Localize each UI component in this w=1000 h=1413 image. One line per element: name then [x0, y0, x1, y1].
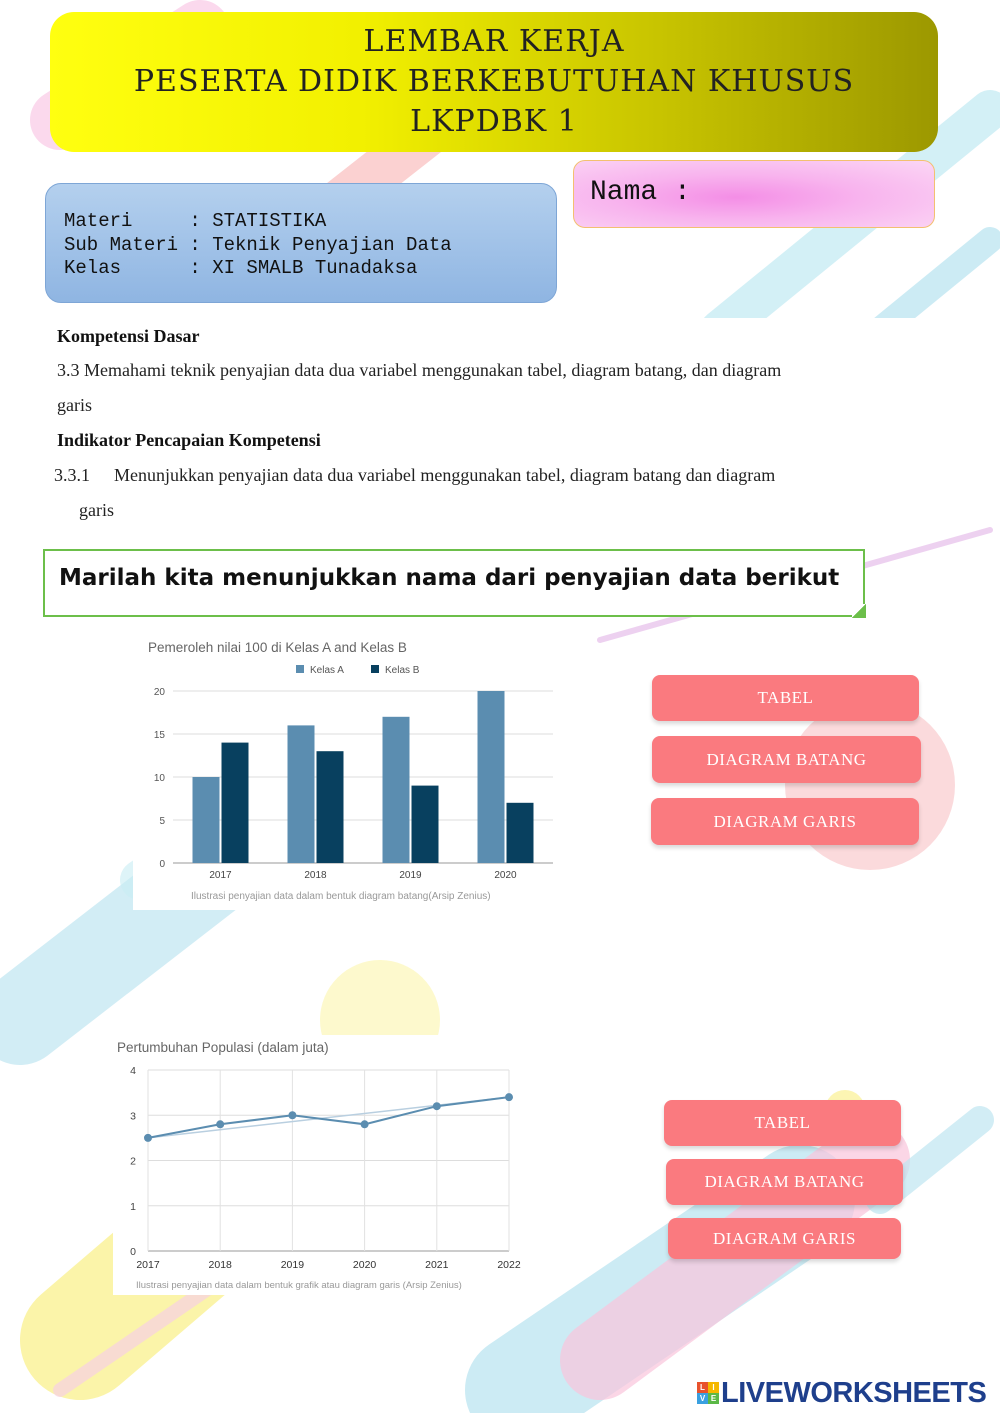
- bar-2018-kelas-b: [317, 751, 344, 863]
- name-label: Nama :: [590, 177, 691, 208]
- bar-2018-kelas-a: [288, 725, 315, 863]
- indikator-text-line-2: garis: [79, 500, 114, 520]
- x-tick-label: 2018: [304, 870, 327, 881]
- line-chart: [113, 1035, 530, 1295]
- competency-panel: [42, 318, 938, 530]
- bar-2017-kelas-b: [222, 743, 249, 863]
- indikator-text-line-1: Menunjukkan penyajian data dua variabel menggunakan tabel, diagram batang dan diagram: [114, 465, 776, 485]
- bar-2019-kelas-a: [383, 717, 410, 863]
- lesson-info-box: [45, 183, 557, 303]
- option-diagram-garis-2[interactable]: DIAGRAM GARIS: [668, 1218, 901, 1259]
- legend-label-2: Kelas B: [385, 665, 420, 676]
- x-tick-label: 2019: [399, 870, 422, 881]
- y-tick-label: 0: [159, 859, 165, 870]
- line-chart-caption: Ilustrasi penyajian data dalam bentuk grafik atau diagram garis (Arsip Zenius): [136, 1280, 462, 1291]
- x-tick-label: 2019: [280, 1259, 305, 1271]
- x-tick-label: 2020: [352, 1259, 377, 1271]
- data-point-2019: [288, 1111, 296, 1119]
- title-line-2: PESERTA DIDIK BERKEBUTUHAN KHUSUS: [133, 64, 855, 99]
- data-point-2021: [433, 1102, 441, 1110]
- x-tick-label: 2017: [136, 1259, 160, 1271]
- y-tick-label: 0: [130, 1246, 136, 1258]
- bar-2020-kelas-b: [507, 803, 534, 863]
- instruction-box: [43, 549, 865, 617]
- bar-chart: [133, 630, 573, 910]
- bar-2020-kelas-a: [478, 691, 505, 863]
- logo-letter-i: I: [708, 1382, 719, 1393]
- x-tick-label: 2018: [208, 1259, 232, 1271]
- legend-label-1: Kelas A: [310, 665, 344, 676]
- title-line-1: LEMBAR KERJA: [363, 24, 625, 59]
- data-point-2020: [361, 1120, 369, 1128]
- worksheet-title-banner: [50, 12, 938, 152]
- name-field[interactable]: [573, 160, 935, 228]
- option-diagram-batang-1[interactable]: DIAGRAM BATANG: [652, 736, 921, 783]
- bar-chart-title: Pemeroleh nilai 100 di Kelas A and Kelas B: [148, 640, 407, 655]
- bar-chart-caption: Ilustrasi penyajian data dalam bentuk diagram batang(Arsip Zenius): [191, 891, 491, 902]
- y-tick-label: 15: [153, 730, 165, 741]
- data-point-2022: [505, 1093, 513, 1101]
- legend-swatch-2: [371, 665, 379, 673]
- logo-letter-v: V: [697, 1393, 708, 1404]
- line-chart-title: Pertumbuhan Populasi (dalam juta): [117, 1040, 329, 1055]
- instruction-text: Marilah kita menunjukkan nama dari penyajian data berikut: [59, 565, 840, 591]
- logo-letter-e: E: [708, 1393, 719, 1404]
- data-point-2017: [144, 1134, 152, 1142]
- y-tick-label: 4: [130, 1065, 136, 1077]
- x-tick-label: 2021: [425, 1259, 449, 1271]
- kompetensi-heading: Kompetensi Dasar: [57, 326, 200, 346]
- logo-letter-l: L: [697, 1382, 708, 1393]
- liveworksheets-logo-icon: [697, 1382, 719, 1404]
- kompetensi-text-line-2: garis: [57, 395, 92, 415]
- kompetensi-text-line-1: 3.3 Memahami teknik penyajian data dua variabel menggunakan tabel, diagram batang, dan diagram: [57, 360, 782, 380]
- bar-2019-kelas-b: [412, 786, 439, 863]
- option-tabel-1[interactable]: TABEL: [652, 675, 919, 721]
- y-tick-label: 1: [130, 1200, 136, 1213]
- bar-2017-kelas-a: [193, 777, 220, 863]
- x-tick-label: 2020: [494, 870, 517, 881]
- legend-swatch-1: [296, 665, 304, 673]
- liveworksheets-logo-text: LIVEWORKSHEETS: [721, 1376, 987, 1409]
- bar-chart-image: [133, 630, 573, 910]
- y-tick-label: 3: [130, 1110, 136, 1123]
- indikator-number: 3.3.1: [54, 465, 90, 485]
- option-diagram-garis-1[interactable]: DIAGRAM GARIS: [651, 798, 919, 845]
- x-tick-label: 2022: [497, 1259, 521, 1271]
- y-tick-label: 20: [153, 687, 165, 698]
- data-point-2018: [216, 1120, 224, 1128]
- y-tick-label: 5: [159, 816, 165, 827]
- option-diagram-batang-2[interactable]: DIAGRAM BATANG: [666, 1159, 903, 1205]
- line-chart-image: [113, 1035, 530, 1295]
- option-tabel-2[interactable]: TABEL: [664, 1100, 901, 1146]
- lesson-info-text: Materi : STATISTIKA Sub Materi : Teknik Penyajian Data Kelas : XI SMALB Tunadaksa: [64, 210, 452, 279]
- liveworksheets-logo[interactable]: [697, 1376, 986, 1410]
- y-tick-label: 2: [130, 1155, 136, 1168]
- x-tick-label: 2017: [209, 870, 232, 881]
- y-tick-label: 10: [153, 773, 165, 784]
- indikator-heading: Indikator Pencapaian Kompetensi: [57, 430, 321, 450]
- title-line-3: LKPDBK 1: [410, 104, 578, 139]
- page-fold-corner: [852, 604, 866, 618]
